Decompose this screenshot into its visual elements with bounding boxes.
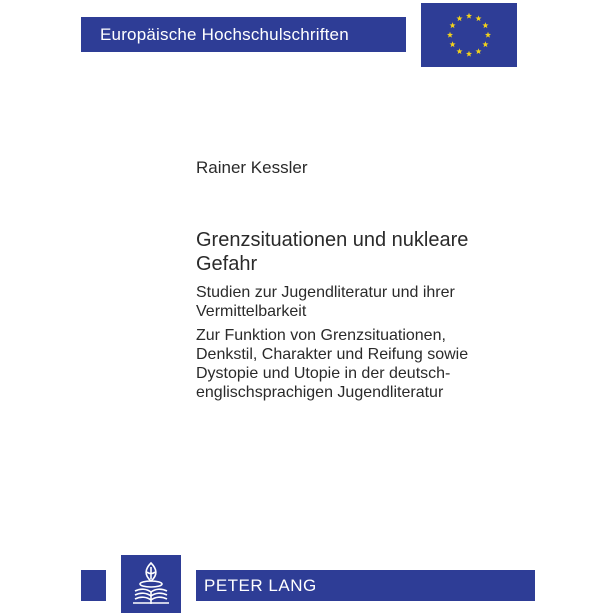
book-subtitle [196, 283, 516, 321]
footer-accent-block [81, 570, 106, 601]
book-title [196, 228, 516, 276]
star-icon [456, 15, 462, 21]
star-icon [482, 41, 488, 47]
star-icon [485, 32, 491, 38]
publisher-name: PETER LANG [204, 576, 317, 595]
series-title: Europäische Hochschulschriften [100, 25, 349, 44]
publisher-logo-icon [121, 555, 181, 613]
description-line: englischsprachigen Jugendliteratur [196, 384, 444, 401]
star-icon [466, 51, 472, 57]
book-title-line-1: Grenzsituationen und nukleare [196, 229, 469, 251]
star-icon [482, 22, 488, 28]
book-title-line-2: Gefahr [196, 253, 258, 275]
book-description [196, 326, 526, 402]
author-name: Rainer Kessler [196, 158, 308, 177]
star-icon [466, 13, 472, 19]
description-line: Dystopie und Utopie in der deutsch- [196, 365, 451, 382]
eu-flag-icon [421, 3, 517, 67]
star-icon [456, 48, 462, 54]
star-icon [475, 15, 481, 21]
star-icon [450, 41, 456, 47]
star-icon [450, 22, 456, 28]
book-subtitle-line-2: Vermittelbarkeit [196, 303, 307, 320]
star-icon [447, 32, 453, 38]
description-line: Denkstil, Charakter und Reifung sowie [196, 346, 469, 363]
star-icon [475, 48, 481, 54]
book-subtitle-line-1: Studien zur Jugendliteratur und ihrer [196, 284, 455, 301]
description-line: Zur Funktion von Grenzsituationen, [196, 327, 446, 344]
